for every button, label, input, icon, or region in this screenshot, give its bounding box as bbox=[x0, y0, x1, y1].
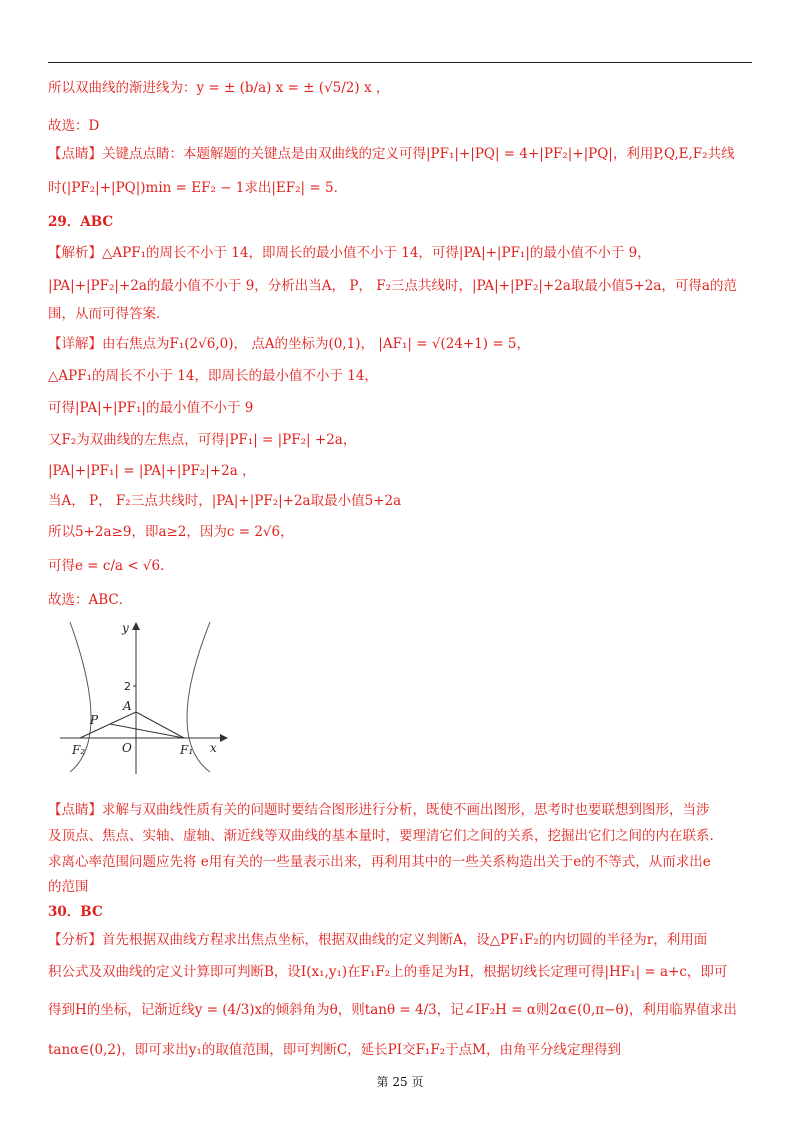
label-o: O bbox=[122, 741, 132, 755]
text-line-tip2-c: 求离心率范围问题应先将 e用有关的一些量表示出来，再利用其中的一些关系构造出关于e的不等式，从而求出e bbox=[48, 854, 711, 870]
label-f1: F₁ bbox=[180, 743, 194, 757]
text-line-tip1-b: 时(|PF₂|+|PQ|)min = EF₂ − 1求出|EF₂| = 5． bbox=[48, 180, 348, 196]
text-line-q29-choose: 故选：ABC． bbox=[48, 592, 133, 608]
text-line-q29-detail-e: |PA|+|PF₁| = |PA|+|PF₂|+2a ， bbox=[48, 463, 256, 479]
text-line-q29-analysis-b: |PA|+|PF₂|+2a的最小值不小于 9，分析出当A， P， F₂三点共线时，|PA|+|PF₂|+2a取最小值5+2a，可得a的范 bbox=[48, 278, 737, 294]
text-line-q30-c: 得到H的坐标，记渐近线y = (4/3)x的倾斜角为θ，则tanθ = 4/3，记∠IF₂H = α则2α∈(0,π−θ)，利用临界值求出 bbox=[48, 1002, 737, 1018]
text-line-q29-detail-h: 可得e = c/a < √6． bbox=[48, 558, 174, 574]
text-line-q29-detail-g: 所以5+2a≥9，即a≥2，因为c = 2√6， bbox=[48, 524, 294, 540]
text-line-q30-b: 积公式及双曲线的定义计算即可判断B，设I(x₁,y₁)在F₁F₂上的垂足为H，根据切线长定理可得|HF₁| = a+c，即可 bbox=[48, 964, 728, 980]
page-footer: 第 25 页 bbox=[376, 1075, 424, 1089]
text-line-q29-detail-d: 又F₂为双曲线的左焦点，可得|PF₁| = |PF₂| +2a， bbox=[48, 432, 357, 448]
text-line-tip2-a: 【点睛】求解与双曲线性质有关的问题时要结合图形进行分析，既使不画出图形，思考时也要联想到图形，当涉 bbox=[48, 802, 710, 818]
text-line-q30-head: 30．BC bbox=[48, 904, 103, 920]
x-axis-arrow bbox=[220, 734, 228, 742]
label-two: 2 bbox=[124, 680, 131, 693]
segment-a-f1 bbox=[136, 712, 184, 738]
label-a: A bbox=[123, 699, 132, 713]
text-line-q29-head: 29．ABC bbox=[48, 214, 114, 230]
text-line-choose-d: 故选：D bbox=[48, 118, 100, 134]
text-line-tip1-a: 【点睛】关键点点睛：本题解题的关键点是由双曲线的定义可得|PF₁|+|PQ| = 4+|PF₂|+|PQ|，利用P,Q,E,F₂共线 bbox=[48, 146, 735, 162]
label-x: x bbox=[210, 741, 217, 755]
text-line-tip2-d: 的范围 bbox=[48, 879, 89, 895]
hyperbola-figure bbox=[60, 618, 230, 774]
text-line-q29-detail-f: 当A， P， F₂三点共线时，|PA|+|PF₂|+2a取最小值5+2a bbox=[48, 493, 402, 509]
segment-p-f1 bbox=[110, 724, 184, 738]
text-line-asymptote: 所以双曲线的渐进线为：y = ± (b/a) x = ± (√5/2) x ， bbox=[48, 80, 390, 96]
text-line-q29-detail-a: 【详解】由右焦点为F₁(2√6,0)， 点A的坐标为(0,1)， |AF₁| = √(24+1) = 5， bbox=[48, 336, 531, 352]
text-line-q29-detail-c: 可得|PA|+|PF₁|的最小值不小于 9 bbox=[48, 400, 254, 416]
label-f2: F₂ bbox=[72, 743, 86, 757]
text-line-q29-analysis-a: 【解析】△APF₁的周长不小于 14，即周长的最小值不小于 14，可得|PA|+|PF₁|的最小值不小于 9， bbox=[48, 245, 651, 261]
header-rule bbox=[48, 62, 752, 63]
text-line-q30-d: tanα∈(0,2)，即可求出y₁的取值范围，即可判断C，延长PI交F₁F₂于点M，由角平分线定理得到 bbox=[48, 1042, 621, 1058]
label-y: y bbox=[122, 621, 129, 635]
segment-p-a bbox=[110, 712, 136, 724]
text-line-tip2-b: 及顶点、焦点、实轴、虚轴、渐近线等双曲线的基本量时，要理清它们之间的关系，挖掘出它们之间的内在联系. bbox=[48, 828, 714, 844]
text-line-q30-a: 【分析】首先根据双曲线方程求出焦点坐标，根据双曲线的定义判断A，设△PF₁F₂的内切圆的半径为r，利用面 bbox=[48, 932, 708, 948]
text-line-q29-detail-b: △APF₁的周长不小于 14，即周长的最小值不小于 14， bbox=[48, 368, 378, 384]
y-axis-arrow bbox=[132, 622, 140, 630]
label-p: P bbox=[90, 713, 99, 727]
text-line-q29-analysis-c: 围，从而可得答案． bbox=[48, 306, 170, 322]
